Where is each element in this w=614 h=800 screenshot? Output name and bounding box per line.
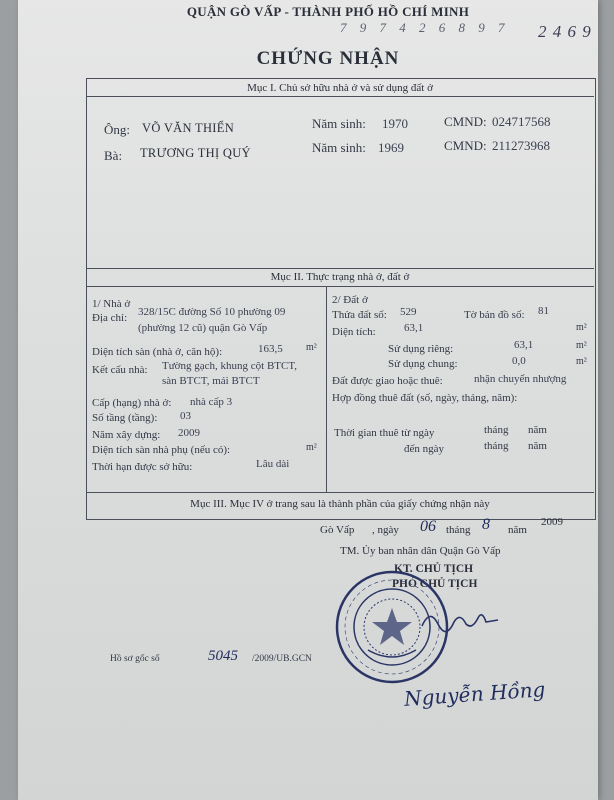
lease-to-year-label: năm xyxy=(528,440,547,452)
shared-use-label: Sử dụng chung: xyxy=(388,358,458,370)
house-heading: 1/ Nhà ở xyxy=(92,298,131,310)
sign-day-label: , ngày xyxy=(372,524,399,536)
term-label: Thời hạn được sở hữu: xyxy=(92,461,193,473)
owner2-name: TRƯƠNG THỊ QUÝ xyxy=(140,146,251,160)
grade-value: nhà cấp 3 xyxy=(190,396,233,408)
private-use-unit: m² xyxy=(576,340,587,351)
area-label: Diện tích: xyxy=(332,326,376,338)
owner1-birth: 1970 xyxy=(382,116,408,131)
owner1-birth-label: Năm sinh: xyxy=(312,116,366,131)
original-record-label: Hồ sơ gốc số xyxy=(110,654,160,664)
sign-month-label: tháng xyxy=(446,524,471,536)
owner2-birth: 1969 xyxy=(378,140,404,155)
area-value: 63,1 xyxy=(404,322,424,334)
floor-area-label: Diện tích sàn (nhà ở, căn hộ): xyxy=(92,346,223,358)
floors-value: 03 xyxy=(180,410,191,422)
owner2-label: Bà: xyxy=(104,148,123,163)
divider xyxy=(86,96,594,97)
section1-heading: Mục I. Chủ sở hữu nhà ở và sử dụng đất ở xyxy=(247,82,433,94)
structure-line1: Tường gạch, khung cột BTCT, xyxy=(162,360,297,372)
sign-place: Gò Vấp xyxy=(320,524,355,536)
map-label: Tờ bản đồ số: xyxy=(464,309,525,321)
term-value: Lâu dài xyxy=(256,458,290,470)
structure-line2: sàn BTCT, mái BTCT xyxy=(162,375,260,387)
section2-heading: Mục II. Thực trạng nhà ở, đất ở xyxy=(270,271,410,283)
allocation-label: Đất được giao hoặc thuê: xyxy=(332,375,443,387)
area-unit: m² xyxy=(576,322,587,333)
address-line2: (phường 12 cũ) quận Gò Vấp xyxy=(138,322,268,334)
original-record-suffix: /2009/UB.GCN xyxy=(252,654,312,664)
original-record-number: 5045 xyxy=(208,648,238,664)
signature-scribble-icon xyxy=(420,604,500,634)
lease-to-label: đến ngày xyxy=(404,443,445,455)
owner2-id-label: CMND: xyxy=(444,138,487,153)
aux-area-label: Diện tích sàn nhà phụ (nếu có): xyxy=(92,444,231,456)
sign-day: 06 xyxy=(420,518,436,535)
document-title: CHỨNG NHẬN xyxy=(256,48,400,69)
address-line1: 328/15C đường Số 10 phường 09 xyxy=(138,306,286,318)
owner2-birth-label: Năm sinh: xyxy=(312,140,366,155)
section3-heading: Mục III. Mục IV ở trang sau là thành phần của giấy chứng nhận này xyxy=(190,498,490,510)
floor-area-unit: m² xyxy=(306,342,317,353)
authority-line: TM. Ủy ban nhân dân Quận Gò Vấp xyxy=(340,545,501,557)
year-built-value: 2009 xyxy=(178,427,200,439)
land-heading: 2/ Đất ở xyxy=(332,294,368,306)
lease-to-month-label: tháng xyxy=(484,440,509,452)
parcel-label: Thửa đất số: xyxy=(332,309,387,321)
owner1-id-label: CMND: xyxy=(444,114,487,129)
owner2-id: 211273968 xyxy=(492,138,551,153)
map-value: 81 xyxy=(538,305,549,317)
serial-handwritten: 2 4 6 9 xyxy=(538,22,592,41)
owner1-label: Ông: xyxy=(104,122,130,137)
floor-area: 163,5 xyxy=(258,343,283,355)
allocation-value: nhận chuyển nhượng xyxy=(474,373,567,385)
floors-label: Số tầng (tầng): xyxy=(92,412,158,424)
shared-use-unit: m² xyxy=(576,356,587,367)
issuer-header: QUẬN GÒ VẤP - THÀNH PHỐ HỒ CHÍ MINH xyxy=(186,4,470,19)
divider xyxy=(326,286,327,492)
signer-name: Nguyễn Hồng xyxy=(403,677,547,711)
sign-year: 2009 xyxy=(541,516,563,528)
lease-from-label: Thời gian thuê từ ngày xyxy=(334,427,435,439)
role-line1: KT. CHỦ TỊCH xyxy=(394,563,474,575)
private-use-label: Sử dụng riêng: xyxy=(388,343,454,355)
address-label: Địa chỉ: xyxy=(92,312,128,324)
sign-month: 8 xyxy=(482,516,490,533)
sign-year-label: năm xyxy=(508,524,527,536)
lease-from-month-label: tháng xyxy=(484,424,509,436)
aux-area-unit: m² xyxy=(306,442,317,453)
year-built-label: Năm xây dựng: xyxy=(92,429,161,441)
lease-contract-label: Hợp đồng thuê đất (số, ngày, tháng, năm): xyxy=(332,392,518,404)
owner1-name: VÕ VĂN THIỂN xyxy=(142,121,235,135)
divider xyxy=(86,286,594,287)
parcel-value: 529 xyxy=(400,306,417,318)
role-line2: PHÓ CHỦ TỊCH xyxy=(392,578,478,590)
shared-use-value: 0,0 xyxy=(512,355,526,367)
divider xyxy=(86,268,594,269)
private-use-value: 63,1 xyxy=(514,339,534,351)
structure-label: Kết cấu nhà: xyxy=(92,364,148,376)
lease-from-year-label: năm xyxy=(528,424,547,436)
divider xyxy=(86,492,594,493)
owner1-id: 024717568 xyxy=(492,114,551,129)
grade-label: Cấp (hạng) nhà ở: xyxy=(92,397,172,409)
serial-printed: 7 9 7 4 2 6 8 9 7 xyxy=(340,20,510,35)
